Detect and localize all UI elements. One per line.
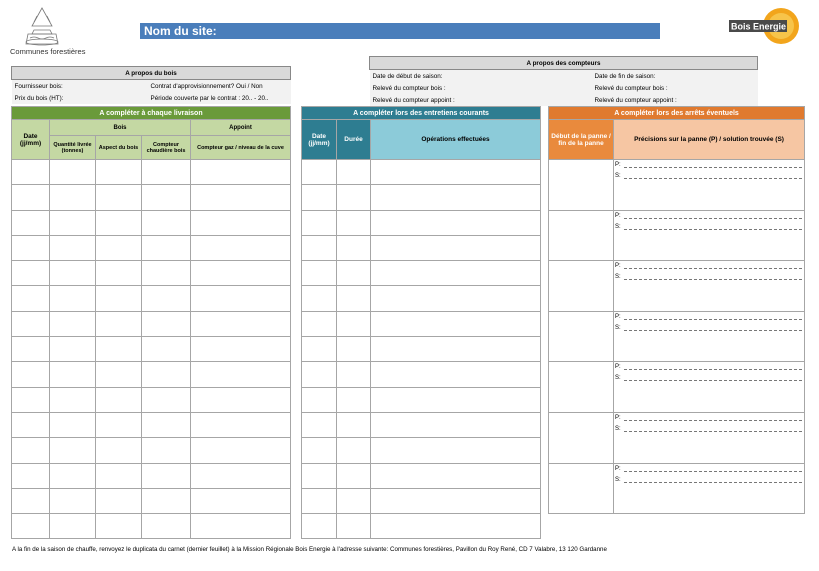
livraison-date-header: Date (jj/mm)	[12, 120, 50, 160]
arrets-row	[549, 362, 805, 413]
livraison-cell[interactable]	[50, 412, 96, 437]
releve-bois-debut-label: Relevé du compteur bois :	[370, 82, 592, 94]
livraison-row	[12, 185, 291, 210]
livraison-cell[interactable]	[191, 488, 291, 513]
compteurs-info-table	[369, 56, 758, 106]
panne-label: P:	[614, 362, 804, 373]
entretiens-cell[interactable]	[371, 438, 541, 463]
entretiens-cell[interactable]	[337, 185, 371, 210]
livraison-cell[interactable]	[96, 438, 142, 463]
livraison-cell[interactable]	[142, 337, 191, 362]
entretiens-row	[302, 210, 541, 235]
livraison-cell[interactable]	[12, 311, 50, 336]
solution-label: S:	[614, 424, 804, 435]
entretiens-cell[interactable]	[302, 235, 337, 260]
livraison-cell[interactable]	[142, 463, 191, 488]
entretiens-cell[interactable]	[337, 463, 371, 488]
livraison-row	[12, 261, 291, 286]
livraison-cell[interactable]	[96, 261, 142, 286]
livraison-cell[interactable]	[191, 210, 291, 235]
panne-label: P:	[614, 312, 804, 323]
precisions-header: Précisions sur la panne (P) / solution trouvée (S)	[614, 120, 805, 160]
entretiens-cell[interactable]	[302, 362, 337, 387]
footer-note: A la fin de la saison de chauffe, renvoyez le duplicata du carnet (dernier feuillet) à la Mission Régionale Bois Energie à l'adresse suivante: Communes forestières, Pavillon du Roy René, CD 7 Valabre, 13 120 Gardanne	[12, 546, 607, 553]
entretiens-cell[interactable]	[371, 362, 541, 387]
panne-date-cell[interactable]	[549, 160, 614, 211]
entretiens-cell[interactable]	[371, 514, 541, 539]
entretiens-cell[interactable]	[337, 210, 371, 235]
entretiens-cell[interactable]	[371, 286, 541, 311]
livraison-cell[interactable]	[12, 261, 50, 286]
arrets-title: A compléter lors des arrêts éventuels	[549, 107, 805, 120]
livraison-cell[interactable]	[50, 463, 96, 488]
livraison-cell[interactable]	[12, 286, 50, 311]
entretiens-cell[interactable]	[302, 185, 337, 210]
entretiens-cell[interactable]	[302, 387, 337, 412]
entretiens-row	[302, 261, 541, 286]
livraison-row	[12, 160, 291, 185]
entretiens-row	[302, 235, 541, 260]
arrets-row	[549, 311, 805, 362]
livraison-cell[interactable]	[191, 235, 291, 260]
entretiens-cell[interactable]	[302, 210, 337, 235]
livraison-cell[interactable]	[191, 311, 291, 336]
entretiens-cell[interactable]	[337, 412, 371, 437]
livraison-cell[interactable]	[191, 286, 291, 311]
bois-energie-name: Bois Energie	[731, 21, 787, 32]
entretiens-row	[302, 387, 541, 412]
solution-label: S:	[614, 272, 804, 283]
site-name-bar[interactable]	[140, 23, 660, 39]
arrets-table	[548, 106, 805, 514]
compteurs-info-title: A propos des compteurs	[370, 57, 758, 70]
entretiens-duree-header: Durée	[337, 120, 371, 160]
entretiens-cell[interactable]	[302, 160, 337, 185]
livraison-cell[interactable]	[191, 387, 291, 412]
livraison-row	[12, 210, 291, 235]
entretiens-cell[interactable]	[371, 412, 541, 437]
precision-cell[interactable]	[614, 311, 805, 362]
livraison-cell[interactable]	[96, 463, 142, 488]
releve-appoint-debut-label: Relevé du compteur appoint :	[370, 94, 592, 106]
precision-cell[interactable]	[614, 261, 805, 312]
livraison-cell[interactable]	[50, 362, 96, 387]
livraison-cell[interactable]	[142, 488, 191, 513]
livraison-cell[interactable]	[50, 286, 96, 311]
arrets-row	[549, 160, 805, 211]
contrat-label: Contrat d'approvisionnement? Oui / Non	[148, 80, 291, 93]
livraison-cell[interactable]	[96, 387, 142, 412]
solution-label: S:	[614, 222, 804, 233]
entretiens-cell[interactable]	[337, 488, 371, 513]
entretiens-row	[302, 463, 541, 488]
livraison-cell[interactable]	[191, 261, 291, 286]
livraison-cell[interactable]	[191, 185, 291, 210]
bois-info-table	[11, 66, 291, 104]
precision-cell[interactable]	[614, 210, 805, 261]
livraison-cell[interactable]	[191, 438, 291, 463]
compteur-gaz-header: Compteur gaz / niveau de la cuve	[191, 136, 291, 160]
solution-label: S:	[614, 475, 804, 486]
precision-cell[interactable]	[614, 412, 805, 463]
entretiens-cell[interactable]	[371, 261, 541, 286]
entretiens-cell[interactable]	[337, 235, 371, 260]
livraison-cell[interactable]	[96, 311, 142, 336]
livraison-cell[interactable]	[191, 337, 291, 362]
entretiens-cell[interactable]	[337, 438, 371, 463]
entretiens-cell[interactable]	[302, 261, 337, 286]
entretiens-table	[301, 106, 541, 539]
releve-bois-fin-label: Relevé du compteur bois :	[592, 82, 758, 94]
livraison-cell[interactable]	[12, 160, 50, 185]
livraison-bois-header: Bois	[50, 120, 191, 136]
livraison-cell[interactable]	[12, 412, 50, 437]
precision-cell[interactable]	[614, 160, 805, 211]
livraison-cell[interactable]	[12, 210, 50, 235]
entretiens-cell[interactable]	[371, 311, 541, 336]
arrets-row	[549, 261, 805, 312]
livraison-cell[interactable]	[142, 362, 191, 387]
logo-text: Communes forestières	[10, 47, 86, 56]
livraison-cell[interactable]	[12, 362, 50, 387]
debut-panne-header: Début de la panne / fin de la panne	[549, 120, 614, 160]
arrets-row	[549, 412, 805, 463]
livraison-cell[interactable]	[96, 337, 142, 362]
livraison-cell[interactable]	[50, 160, 96, 185]
entretiens-row	[302, 311, 541, 336]
fournisseur-label: Fournisseur bois:	[12, 80, 148, 93]
livraison-cell[interactable]	[142, 311, 191, 336]
entretiens-cell[interactable]	[371, 160, 541, 185]
livraison-cell[interactable]	[142, 185, 191, 210]
solution-label: S:	[614, 171, 804, 182]
entretiens-title: A compléter lors des entretiens courants	[302, 107, 541, 120]
livraison-row	[12, 286, 291, 311]
prix-label: Prix du bois (HT):	[12, 92, 148, 104]
site-name-label: Nom du site:	[144, 24, 217, 38]
livraison-cell[interactable]	[96, 412, 142, 437]
entretiens-cell[interactable]	[337, 311, 371, 336]
livraison-row	[12, 337, 291, 362]
entretiens-row	[302, 337, 541, 362]
livraison-cell[interactable]	[50, 311, 96, 336]
livraison-cell[interactable]	[96, 488, 142, 513]
entretiens-cell[interactable]	[302, 311, 337, 336]
entretiens-cell[interactable]	[302, 337, 337, 362]
entretiens-cell[interactable]	[337, 160, 371, 185]
bois-energie-logo	[727, 6, 805, 46]
livraison-cell[interactable]	[96, 235, 142, 260]
livraison-row	[12, 488, 291, 513]
debut-saison-label: Date de début de saison:	[370, 70, 592, 83]
entretiens-date-header: Date (jj/mm)	[302, 120, 337, 160]
panne-date-cell[interactable]	[549, 210, 614, 261]
precision-cell[interactable]	[614, 463, 805, 514]
livraison-title: A compléter à chaque livraison	[12, 107, 291, 120]
livraison-cell[interactable]	[12, 185, 50, 210]
arrets-row	[549, 463, 805, 514]
livraison-row	[12, 362, 291, 387]
livraison-cell[interactable]	[12, 438, 50, 463]
entretiens-row	[302, 412, 541, 437]
entretiens-cell[interactable]	[302, 463, 337, 488]
livraison-cell[interactable]	[96, 185, 142, 210]
entretiens-row	[302, 362, 541, 387]
livraison-cell[interactable]	[191, 412, 291, 437]
entretiens-cell[interactable]	[302, 286, 337, 311]
panne-date-cell[interactable]	[549, 412, 614, 463]
compteur-header: Compteur chaudière bois	[142, 136, 191, 160]
livraison-cell[interactable]	[142, 438, 191, 463]
livraison-cell[interactable]	[50, 235, 96, 260]
fin-saison-label: Date de fin de saison:	[592, 70, 758, 83]
panne-label: P:	[614, 211, 804, 222]
livraison-cell[interactable]	[50, 210, 96, 235]
livraison-cell[interactable]	[191, 514, 291, 539]
livraison-cell[interactable]	[96, 514, 142, 539]
operations-header: Opérations effectuées	[371, 120, 541, 160]
panne-date-cell[interactable]	[549, 311, 614, 362]
panne-label: P:	[614, 261, 804, 272]
entretiens-cell[interactable]	[337, 261, 371, 286]
entretiens-cell[interactable]	[371, 185, 541, 210]
livraison-row	[12, 412, 291, 437]
entretiens-row	[302, 438, 541, 463]
livraison-cell[interactable]	[50, 488, 96, 513]
entretiens-row	[302, 160, 541, 185]
panne-label: P:	[614, 160, 804, 171]
livraison-cell[interactable]	[142, 286, 191, 311]
livraison-cell[interactable]	[12, 235, 50, 260]
livraison-cell[interactable]	[142, 514, 191, 539]
panne-date-cell[interactable]	[549, 362, 614, 413]
livraison-row	[12, 514, 291, 539]
panne-label: P:	[614, 413, 804, 424]
entretiens-row	[302, 185, 541, 210]
quantite-header: Quantité livrée (tonnes)	[50, 136, 96, 160]
livraison-row	[12, 235, 291, 260]
precision-cell[interactable]	[614, 362, 805, 413]
entretiens-cell[interactable]	[302, 514, 337, 539]
livraison-cell[interactable]	[142, 210, 191, 235]
panne-date-cell[interactable]	[549, 261, 614, 312]
releve-appoint-fin-label: Relevé du compteur appoint :	[592, 94, 758, 106]
livraison-cell[interactable]	[96, 210, 142, 235]
livraison-row	[12, 438, 291, 463]
livraison-cell[interactable]	[50, 387, 96, 412]
entretiens-cell[interactable]	[337, 362, 371, 387]
livraison-cell[interactable]	[142, 235, 191, 260]
entretiens-row	[302, 514, 541, 539]
livraison-cell[interactable]	[191, 362, 291, 387]
arrets-row	[549, 210, 805, 261]
livraison-cell[interactable]	[96, 362, 142, 387]
livraison-cell[interactable]	[12, 514, 50, 539]
entretiens-cell[interactable]	[302, 438, 337, 463]
entretiens-cell[interactable]	[371, 463, 541, 488]
panne-date-cell[interactable]	[549, 463, 614, 514]
entretiens-cell[interactable]	[337, 387, 371, 412]
entretiens-cell[interactable]	[337, 337, 371, 362]
livraison-cell[interactable]	[12, 337, 50, 362]
livraison-table	[11, 106, 291, 539]
livraison-row	[12, 463, 291, 488]
livraison-cell[interactable]	[142, 160, 191, 185]
periode-label: Période couverte par le contrat : 20.. - 20..	[148, 92, 291, 104]
bois-info-title: A propos du bois	[12, 67, 291, 80]
livraison-row	[12, 311, 291, 336]
solution-label: S:	[614, 373, 804, 384]
aspect-header: Aspect du bois	[96, 136, 142, 160]
livraison-appoint-header: Appoint	[191, 120, 291, 136]
entretiens-cell[interactable]	[371, 210, 541, 235]
entretiens-row	[302, 286, 541, 311]
livraison-cell[interactable]	[12, 387, 50, 412]
livraison-cell[interactable]	[142, 261, 191, 286]
entretiens-cell[interactable]	[337, 286, 371, 311]
livraison-cell[interactable]	[50, 261, 96, 286]
entretiens-cell[interactable]	[371, 337, 541, 362]
livraison-cell[interactable]	[50, 185, 96, 210]
panne-label: P:	[614, 464, 804, 475]
livraison-cell[interactable]	[50, 514, 96, 539]
livraison-cell[interactable]	[50, 438, 96, 463]
livraison-cell[interactable]	[12, 488, 50, 513]
livraison-cell[interactable]	[50, 337, 96, 362]
entretiens-cell[interactable]	[371, 488, 541, 513]
livraison-row	[12, 387, 291, 412]
entretiens-cell[interactable]	[371, 387, 541, 412]
livraison-cell[interactable]	[142, 387, 191, 412]
entretiens-cell[interactable]	[371, 235, 541, 260]
livraison-cell[interactable]	[191, 160, 291, 185]
livraison-cell[interactable]	[142, 412, 191, 437]
entretiens-row	[302, 488, 541, 513]
livraison-cell[interactable]	[96, 286, 142, 311]
entretiens-cell[interactable]	[302, 412, 337, 437]
livraison-cell[interactable]	[96, 160, 142, 185]
livraison-cell[interactable]	[191, 463, 291, 488]
livraison-cell[interactable]	[12, 463, 50, 488]
entretiens-cell[interactable]	[302, 488, 337, 513]
entretiens-cell[interactable]	[337, 514, 371, 539]
solution-label: S:	[614, 323, 804, 334]
